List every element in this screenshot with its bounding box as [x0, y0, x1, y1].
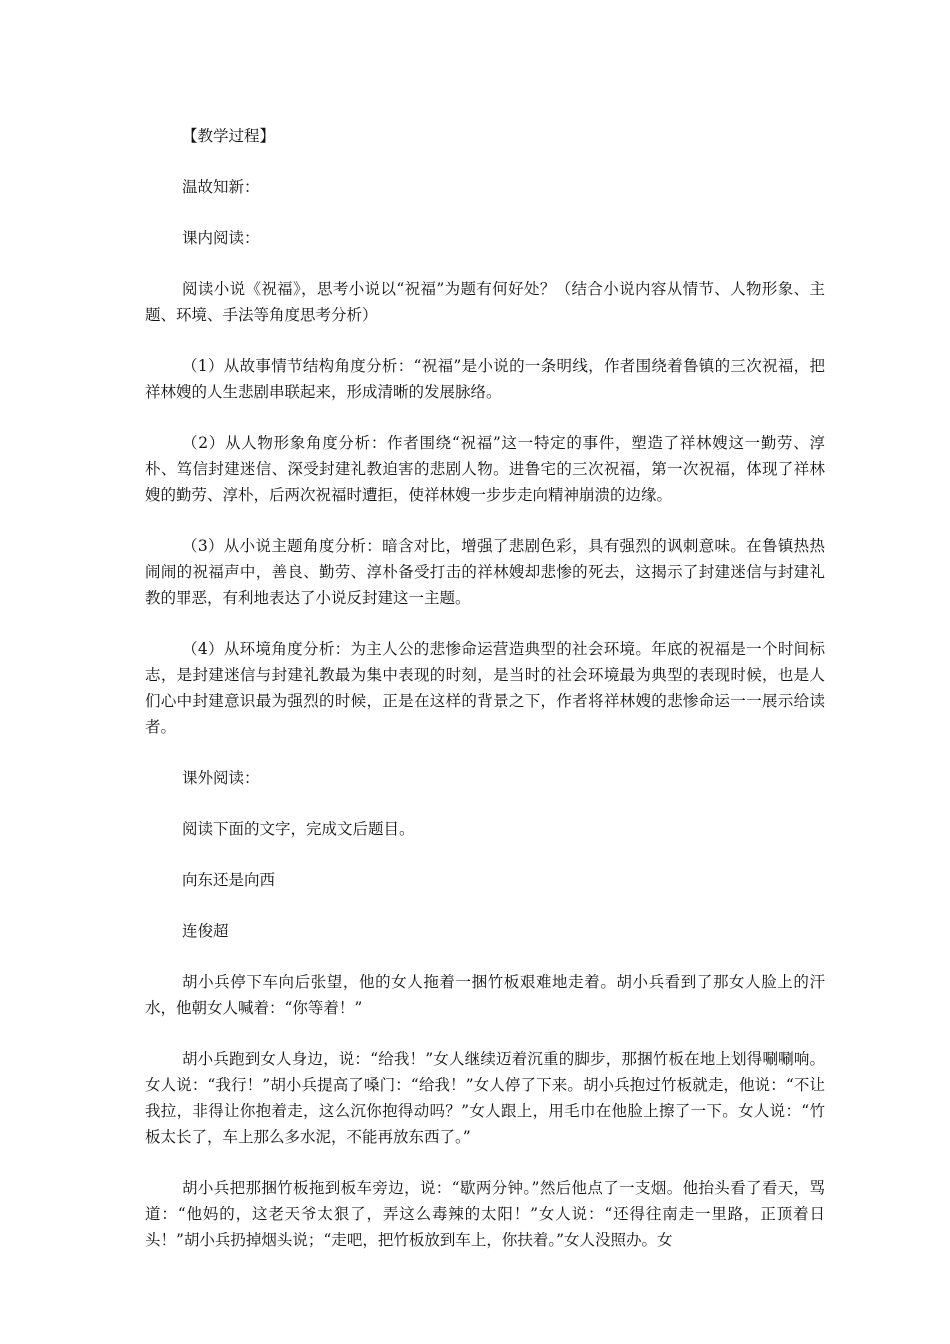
- document-body: [145, 123, 825, 1278]
- analysis-point-4: （4）从环境角度分析：为主人公的悲惨命运营造典型的社会环境。年底的祝福是一个时间标志，是封建迷信与封建礼教最为集中表现的时刻，是当时的社会环境最为典型的表现时候，也是人们心中封建意识最为强烈的时候，正是在这样的背景之下，作者将祥林嫂的悲惨命运一一展示给读者。: [145, 640, 825, 736]
- section-label-extracurricular-reading: 课外阅读：: [182, 769, 260, 787]
- story-author: 连俊超: [182, 922, 229, 940]
- section-heading-teaching-process: 【教学过程】: [182, 127, 276, 145]
- analysis-point-2: （2）从人物形象角度分析：作者围绕“祝福”这一特定的事件，塑造了祥林嫂这一勤劳、淳朴、笃信封建迷信、深受封建礼教迫害的悲剧人物。进鲁宅的三次祝福，第一次祝福，体现了祥林嫂的勤劳、淳朴，后两次祝福时遭拒，使祥林嫂一步步走向精神崩溃的边缘。: [145, 434, 825, 504]
- section-label-in-class-reading: 课内阅读：: [182, 229, 260, 247]
- analysis-point-1: （1）从故事情节结构角度分析：“祝福”是小说的一条明线，作者围绕着鲁镇的三次祝福，把祥林嫂的人生悲剧串联起来，形成清晰的发展脉络。: [145, 357, 825, 401]
- story-paragraph: 胡小兵把那捆竹板拖到板车旁边，说：“歇两分钟。”然后他点了一支烟。他抬头看了看天，骂道：“他妈的，这老天爷太狠了，弄这么毒辣的太阳！”女人说：“还得往南走一里路，正顶着日头！”胡小兵扔掉烟头说；“走吧，把竹板放到车上，你扶着。”女人没照办。女: [145, 1179, 825, 1249]
- story-paragraph: 胡小兵跑到女人身边，说：“给我！”女人继续迈着沉重的脚步，那捆竹板在地上划得唰唰响。女人说：“我行！”胡小兵提高了嗓门：“给我！”女人停了下来。胡小兵抱过竹板就走，他说：“不让我拉，非得让你抱着走，这么沉你抱得动吗？”女人跟上，用毛巾在他脸上擦了一下。女人说：“竹板太长了，车上那么多水泥，不能再放东西了。”: [145, 1050, 825, 1146]
- story-paragraph: 胡小兵停下车向后张望，他的女人拖着一捆竹板艰难地走着。胡小兵看到了那女人脸上的汗水，他朝女人喊着：“你等着！”: [145, 973, 825, 1017]
- story-title: 向东还是向西: [182, 871, 276, 889]
- question-paragraph: 阅读小说《祝福》，思考小说以“祝福”为题有何好处？（结合小说内容从情节、人物形象、主题、环境、手法等角度思考分析）: [145, 280, 825, 324]
- analysis-point-3: （3）从小说主题角度分析：暗含对比，增强了悲剧色彩，具有强烈的讽刺意味。在鲁镇热热闹闹的祝福声中，善良、勤劳、淳朴备受打击的祥林嫂却悲惨的死去，这揭示了封建迷信与封建礼教的罪恶，有利地表达了小说反封建这一主题。: [145, 537, 825, 607]
- section-label-review: 温故知新：: [182, 178, 260, 196]
- reading-instruction: 阅读下面的文字，完成文后题目。: [182, 820, 415, 838]
